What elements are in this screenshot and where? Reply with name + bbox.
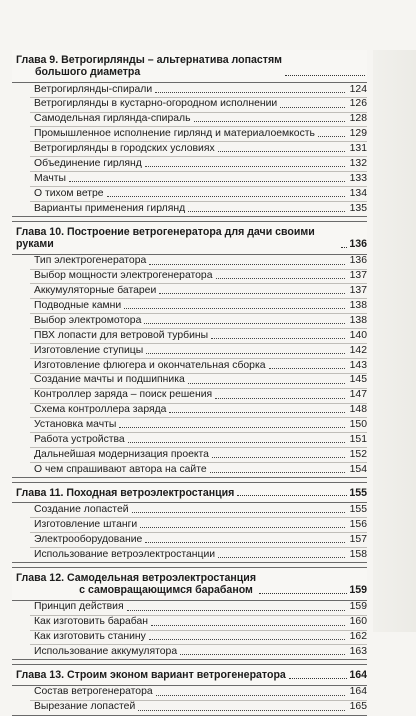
toc-entry-page: 142 (349, 344, 367, 356)
toc-entry-title: Выбор мощности электрогенератора (34, 270, 213, 282)
toc-entry[interactable] (30, 532, 367, 547)
dot-leader (159, 293, 345, 294)
section-list (30, 255, 367, 477)
toc-entry[interactable] (30, 186, 367, 201)
dot-leader (124, 308, 345, 309)
dot-leader (269, 368, 345, 369)
toc-entry-page: 148 (349, 404, 367, 416)
chapter-title (16, 572, 256, 597)
chapter-block (12, 221, 367, 478)
toc-entry-title: Объединение гирлянд (34, 157, 142, 169)
toc-entry-page: 151 (349, 434, 367, 446)
toc-entry-page: 140 (349, 329, 367, 341)
chapter-page-number: 136 (349, 238, 367, 251)
toc-entry-title: Ветрогирлянды-спирали (34, 83, 153, 95)
dot-leader (280, 107, 345, 108)
dot-leader (218, 557, 345, 558)
toc-entry-page: 160 (349, 616, 367, 628)
chapter-title-line: Глава 11. Походная ветроэлектростанция (16, 487, 235, 499)
chapter-title-line: Глава 12. Самодельная ветроэлектростанция (16, 571, 257, 584)
dot-leader (149, 264, 345, 265)
chapter-title (16, 487, 234, 499)
toc-entry[interactable] (30, 700, 367, 715)
chapter-block (12, 567, 367, 660)
toc-entry-page: 124 (349, 83, 367, 95)
dot-leader (210, 472, 345, 473)
chapter-block (12, 482, 367, 563)
toc-entry-page: 150 (349, 419, 367, 431)
toc-entry[interactable] (30, 601, 367, 615)
section-list (30, 601, 367, 660)
toc-entry-page: 145 (349, 374, 367, 386)
chapter-page-number: 155 (349, 487, 367, 499)
toc-entry-title: Вырезание лопастей (34, 701, 136, 713)
toc-entry-title: Состав ветрогенератора (34, 686, 153, 698)
dot-leader (180, 654, 345, 655)
toc-entry[interactable] (30, 298, 367, 313)
dot-leader (194, 121, 345, 122)
toc-entry[interactable] (30, 373, 367, 388)
chapter-block (12, 50, 367, 217)
toc-entry-page: 165 (349, 701, 367, 713)
chapter-title-line: Глава 10. Построение ветрогенератора для дачи своими руками (16, 225, 315, 251)
toc-entry[interactable] (30, 517, 367, 532)
dot-leader (188, 383, 345, 384)
toc-entry-title: Мачты (34, 172, 66, 184)
toc-entry-page: 152 (349, 448, 367, 460)
chapter-block (12, 664, 367, 715)
toc-entry-page: 154 (349, 463, 367, 475)
dot-leader (145, 166, 345, 167)
toc-entry-title: Самодельная гирлянда-спираль (34, 113, 191, 125)
toc-entry-page: 128 (349, 113, 367, 125)
toc-entry[interactable] (30, 343, 367, 358)
toc-entry-page: 143 (349, 359, 367, 371)
toc-entry[interactable] (30, 462, 367, 477)
toc-entry-page: 137 (349, 270, 367, 282)
dot-leader (138, 710, 345, 711)
toc-entry-title: Дальнейшая модернизация проекта (34, 448, 209, 460)
dot-leader (212, 457, 345, 458)
toc-entry-page: 159 (349, 601, 367, 613)
toc-entry-page: 158 (349, 548, 367, 560)
chapter-title (16, 226, 338, 251)
toc-entry-page: 134 (349, 187, 367, 199)
toc-entry-page: 138 (349, 314, 367, 326)
dot-leader (144, 323, 345, 324)
toc-entry[interactable] (30, 269, 367, 284)
toc-entry[interactable] (30, 644, 367, 659)
toc-entry-title: Создание лопастей (34, 504, 129, 516)
toc-entry-title: ПВХ лопасти для ветровой турбины (34, 329, 209, 341)
toc-entry-page: 155 (349, 504, 367, 516)
toc-entry-page: 138 (349, 300, 367, 311)
toc-entry[interactable] (30, 432, 367, 447)
toc-entry[interactable] (30, 358, 367, 373)
toc-entry-page: 136 (349, 255, 367, 267)
dot-leader (211, 338, 345, 339)
chapter-heading[interactable] (12, 50, 367, 83)
dot-leader (216, 278, 346, 279)
dot-leader (289, 678, 348, 679)
chapter-heading[interactable] (12, 664, 367, 685)
toc-entry[interactable] (30, 686, 367, 700)
toc-entry-title: Ветрогирлянды в городских условиях (34, 143, 215, 155)
dot-leader (146, 353, 345, 354)
dot-leader (151, 625, 345, 626)
toc-entry[interactable] (30, 547, 367, 562)
toc-entry-title: Аккумуляторные батареи (34, 285, 157, 297)
toc-entry-title: Электрооборудование (34, 533, 143, 545)
toc-entry[interactable] (30, 447, 367, 462)
toc-entry-title: Подводные камни (34, 300, 122, 311)
toc-entry-title: Выбор электромотора (34, 314, 142, 326)
facing-page-edge (373, 50, 416, 632)
chapter-title-line: Глава 13. Строим эконом вариант ветрогенератора (16, 669, 286, 682)
toc-entry[interactable] (30, 403, 367, 418)
toc-entry-page: 157 (349, 533, 367, 545)
toc-entry-page: 163 (349, 646, 367, 658)
toc-entry-page: 156 (349, 518, 367, 530)
dot-leader (188, 211, 345, 212)
toc-entry-title: Работа устройства (34, 434, 125, 446)
toc-entry-title: О тихом ветре (34, 187, 104, 199)
toc-entry[interactable] (30, 201, 367, 216)
toc-entry[interactable] (30, 313, 367, 328)
dot-leader (215, 398, 345, 399)
toc-entry[interactable] (30, 328, 367, 343)
dot-leader (169, 412, 345, 413)
dot-leader (237, 495, 347, 496)
toc-entry[interactable] (30, 255, 367, 269)
toc-entry-title: Изготовление штанги (34, 518, 138, 530)
dot-leader (127, 610, 345, 611)
toc-entry-title: Установка мачты (34, 419, 117, 431)
dot-leader (285, 75, 365, 76)
toc-entry[interactable] (30, 126, 367, 141)
toc-entry[interactable] (30, 283, 367, 298)
toc-entry-page: 147 (349, 389, 367, 401)
dot-leader (128, 442, 345, 443)
dot-leader (341, 247, 347, 248)
toc-entry-page: 133 (349, 172, 367, 184)
toc-entry-title: Варианты применения гирлянд (34, 202, 186, 214)
dot-leader (259, 593, 347, 594)
chapter-page-number: 164 (349, 669, 367, 682)
toc-entry-page: 164 (349, 686, 367, 698)
toc-entry-title: Использование ветроэлектростанции (34, 548, 216, 560)
toc-entry-title: Изготовление флюгера и окончательная сборка (34, 359, 266, 371)
dot-leader (119, 427, 345, 428)
toc-entry-title: О чем спрашивают автора на сайте (34, 463, 207, 475)
toc-entry-page: 129 (349, 128, 367, 140)
section-list (30, 83, 367, 216)
table-of-contents (12, 50, 367, 716)
toc-entry-title: Ветрогирлянды в кустарно-огородном исполнении (34, 98, 278, 110)
chapter-title-line: большого диаметра (35, 66, 141, 79)
toc-entry-title: Создание мачты и подшипника (34, 374, 185, 386)
toc-entry-title: Принцип действия (34, 601, 124, 613)
dot-leader (155, 92, 345, 93)
chapter-title-line: с самовращающимся барабаном (79, 584, 253, 597)
dot-leader (69, 181, 345, 182)
toc-entry[interactable] (30, 171, 367, 186)
toc-entry-title: Изготовление ступицы (34, 344, 144, 356)
dot-leader (318, 136, 345, 137)
dot-leader (140, 527, 345, 528)
chapter-heading[interactable] (12, 482, 367, 503)
toc-entry-title: Тип электрогенератора (34, 255, 147, 267)
dot-leader (156, 695, 345, 696)
toc-entry-page: 137 (349, 285, 367, 297)
toc-entry[interactable] (30, 141, 367, 156)
toc-entry[interactable] (30, 83, 367, 97)
chapter-page-number: 159 (349, 584, 367, 597)
toc-entry-page: 132 (349, 157, 367, 169)
dot-leader (145, 542, 345, 543)
chapter-heading[interactable] (12, 567, 367, 601)
section-list (30, 686, 367, 715)
section-list (30, 503, 367, 562)
toc-entry-page: 135 (349, 202, 367, 214)
toc-entry-page: 131 (349, 143, 367, 155)
toc-entry-title: Промышленное исполнение гирлянд и материалоемкость (34, 128, 315, 140)
toc-entry[interactable] (30, 417, 367, 432)
toc-entry-page: 126 (349, 98, 367, 110)
toc-entry[interactable] (30, 503, 367, 517)
dot-leader (218, 151, 345, 152)
toc-entry-title: Использование аккумулятора (34, 646, 178, 658)
toc-entry[interactable] (30, 112, 367, 127)
dot-leader (107, 196, 345, 197)
toc-entry-page: 162 (349, 631, 367, 643)
dot-leader (149, 639, 345, 640)
toc-entry-title: Как изготовить станину (34, 631, 146, 643)
dot-leader (132, 512, 345, 513)
chapter-heading[interactable] (12, 221, 367, 255)
chapter-title-line: Глава 9. Ветрогирлянды – альтернатива лопастям (16, 54, 283, 66)
toc-entry[interactable] (30, 615, 367, 630)
toc-entry-title: Контроллер заряда – поиск решения (34, 389, 213, 401)
toc-entry[interactable] (30, 388, 367, 403)
toc-entry-title: Как изготовить барабан (34, 616, 149, 628)
toc-entry[interactable] (30, 156, 367, 171)
toc-entry[interactable] (30, 97, 367, 112)
chapter-title (16, 669, 286, 681)
toc-entry-title: Схема контроллера заряда (34, 404, 167, 416)
chapter-title (16, 54, 282, 79)
